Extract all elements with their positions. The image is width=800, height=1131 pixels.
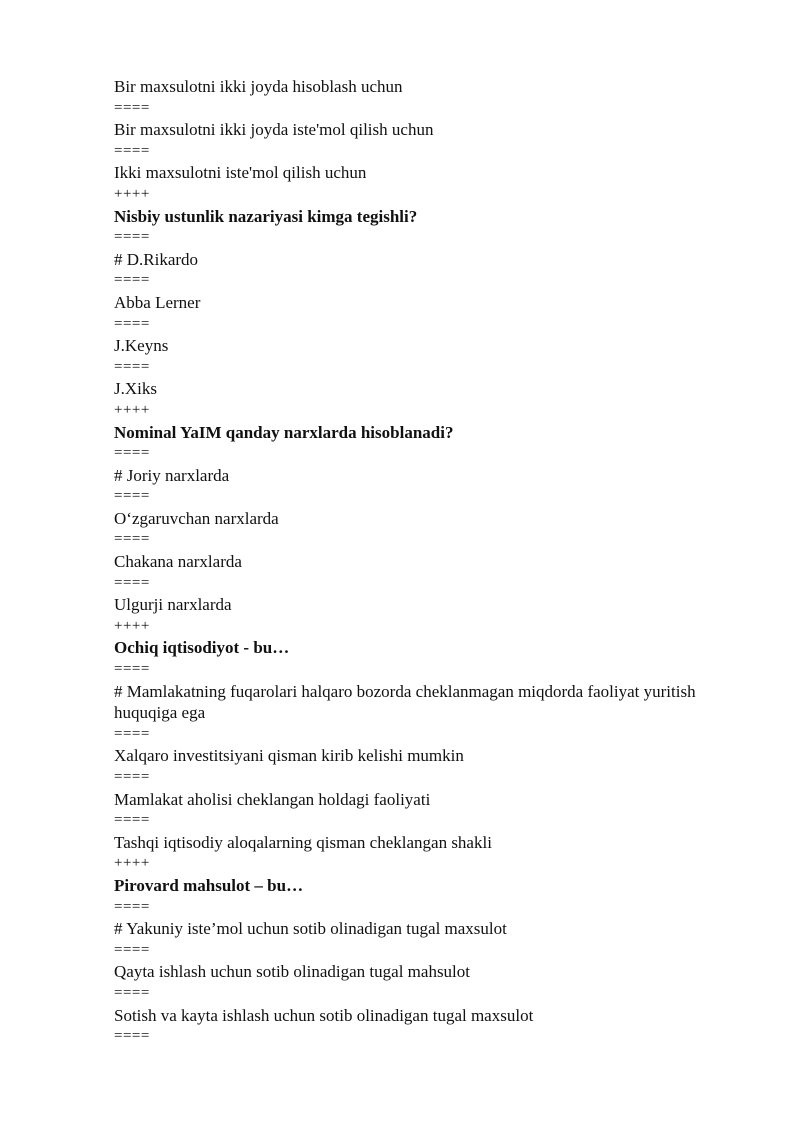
- answer-option: # D.Rikardo: [114, 249, 199, 269]
- separator-line: ====: [114, 445, 150, 462]
- question-heading: Pirovard mahsulot – bu…: [114, 875, 304, 895]
- separator-line: ====: [114, 488, 150, 505]
- answer-option: # Yakuniy iste’mol uchun sotib olinadigan tugal maxsulot: [114, 919, 507, 939]
- answer-option: J.Xiks: [114, 379, 157, 399]
- document-body: [114, 76, 714, 1048]
- answer-option: Sotish va kayta ishlash uchun sotib olinadigan tugal maxsulot: [114, 1005, 534, 1025]
- answer-option: O‘zgaruvchan narxlarda: [114, 508, 279, 528]
- answer-option: # Joriy narxlarda: [114, 465, 230, 485]
- separator-line: ====: [114, 272, 150, 289]
- answer-option: Ulgurji narxlarda: [114, 595, 232, 615]
- separator-line: ====: [114, 229, 150, 246]
- separator-line: ++++: [114, 855, 150, 872]
- separator-line: ====: [114, 574, 150, 591]
- answer-option: Abba Lerner: [114, 292, 201, 312]
- answer-option: Bir maxsulotni ikki joyda hisoblash uchun: [114, 77, 403, 96]
- answer-option: Tashqi iqtisodiy aloqalarning qisman cheklangan shakli: [114, 832, 492, 852]
- answer-option: Mamlakat aholisi cheklangan holdagi faoliyati: [114, 789, 431, 809]
- separator-line: ====: [114, 769, 150, 785]
- separator-line: ====: [114, 812, 150, 829]
- separator-line: ====: [114, 941, 150, 958]
- question-heading: Nisbiy ustunlik nazariyasi kimga tegishli?: [114, 206, 418, 226]
- question-heading: Nominal YaIM qanday narxlarda hisoblanadi?: [114, 422, 454, 442]
- question-heading: Ochiq iqtisodiyot - bu…: [114, 638, 290, 658]
- separator-line: ++++: [114, 401, 150, 418]
- separator-line: ====: [114, 315, 150, 332]
- answer-option: # Mamlakatning fuqarolari halqaro bozorda cheklanmagan miqdorda faoliyat yuritish huquqiga ega: [114, 681, 696, 723]
- separator-line: ====: [114, 661, 150, 678]
- answer-option: Qayta ishlash uchun sotib olinadigan tugal mahsulot: [114, 962, 471, 982]
- separator-line: ====: [114, 358, 150, 375]
- separator-line: ====: [114, 984, 150, 1001]
- answer-option: Xalqaro investitsiyani qisman kirib kelishi mumkin: [114, 746, 464, 766]
- separator-line: ====: [114, 725, 150, 742]
- answer-option: Bir maxsulotni ikki joyda iste'mol qilish uchun: [114, 120, 434, 140]
- answer-option: J.Keyns: [114, 336, 169, 356]
- separator-line: ++++: [114, 185, 150, 202]
- separator-line: ++++: [114, 617, 150, 634]
- separator-line: ====: [114, 99, 150, 116]
- answer-option: Chakana narxlarda: [114, 552, 242, 572]
- separator-line: ====: [114, 1028, 150, 1045]
- separator-line: ====: [114, 531, 150, 548]
- separator-line: ====: [114, 142, 150, 159]
- answer-option: Ikki maxsulotni iste'mol qilish uchun: [114, 163, 367, 183]
- separator-line: ====: [114, 898, 150, 915]
